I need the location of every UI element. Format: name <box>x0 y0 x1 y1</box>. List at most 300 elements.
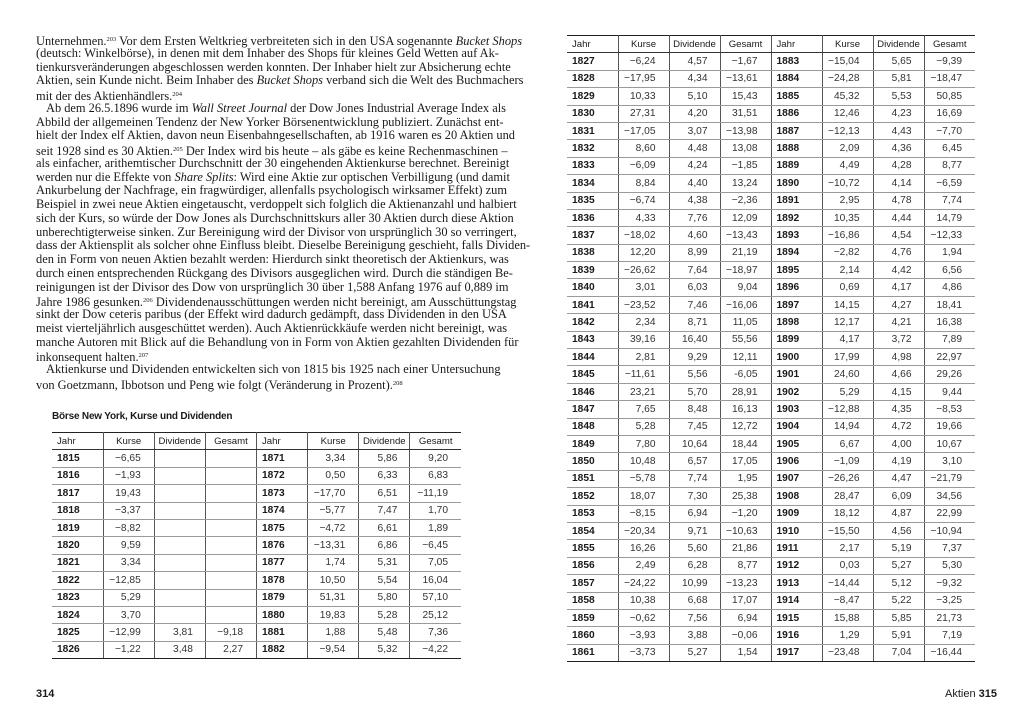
year-cell: 1861 <box>567 644 618 661</box>
dividende-cell: 4,72 <box>873 418 924 435</box>
kurse-cell: −24,28 <box>822 70 873 87</box>
kurse-cell: 1,88 <box>308 624 359 641</box>
dividende-cell: 5,85 <box>873 609 924 626</box>
gesamt-cell: 25,12 <box>410 606 461 623</box>
kurse-cell: −12,88 <box>822 401 873 418</box>
gesamt-cell: 28,91 <box>720 383 771 400</box>
table-row <box>567 140 975 157</box>
gesamt-cell: 13,24 <box>720 175 771 192</box>
text-run: Abbild der allgemeinen Tendenz der New Yorker Börsenentwicklung publiziert. Zunächst ent- <box>36 114 504 129</box>
kurse-cell: −20,34 <box>618 522 669 539</box>
year-cell: 1875 <box>257 519 308 536</box>
gesamt-cell: 7,89 <box>924 331 975 348</box>
gesamt-cell: −10,94 <box>924 522 975 539</box>
year-cell: 1907 <box>771 470 822 487</box>
footnote-ref[interactable]: 206 <box>143 297 153 305</box>
year-cell: 1912 <box>771 557 822 574</box>
text-line <box>36 294 517 310</box>
year-cell: 1859 <box>567 609 618 626</box>
dividende-cell: 6,09 <box>873 488 924 505</box>
text-line <box>36 59 511 75</box>
table-row <box>52 450 461 467</box>
dividende-cell: 5,91 <box>873 627 924 644</box>
text-run: reinigungen ist der Divisor des Dow von ursprünglich 30 über 1,588 Anfang 1976 auf 0,889 im <box>36 279 509 294</box>
table-row <box>567 209 975 226</box>
dividende-cell: 6,68 <box>669 592 720 609</box>
gesamt-cell: −18,47 <box>924 70 975 87</box>
dividende-cell: 4,98 <box>873 349 924 366</box>
dividende-cell: 5,10 <box>669 88 720 105</box>
kurse-cell: −13,31 <box>308 537 359 554</box>
text-run: als einfacher, arithemtischer Durchschnitt der 30 eingehenden Aktienkurse berechnet. Bereinigt <box>36 155 510 170</box>
gesamt-cell: 16,04 <box>410 572 461 589</box>
kurse-cell: 4,17 <box>822 331 873 348</box>
gesamt-cell: 19,66 <box>924 418 975 435</box>
year-cell: 1909 <box>771 505 822 522</box>
dividende-cell: 4,42 <box>873 262 924 279</box>
table-row <box>52 502 461 519</box>
gesamt-cell <box>205 554 256 571</box>
gesamt-cell <box>205 606 256 623</box>
dividende-cell: 6,33 <box>359 467 410 484</box>
year-cell: 1917 <box>771 644 822 661</box>
kurse-cell: 18,12 <box>822 505 873 522</box>
dividende-cell: 8,99 <box>669 244 720 261</box>
year-cell: 1856 <box>567 557 618 574</box>
kurse-cell: 12,46 <box>822 105 873 122</box>
kurse-cell: 0,03 <box>822 557 873 574</box>
year-cell: 1818 <box>52 502 103 519</box>
kurse-cell: 3,01 <box>618 279 669 296</box>
footnote-ref[interactable]: 204 <box>172 91 183 98</box>
year-cell: 1831 <box>567 122 618 139</box>
gesamt-cell: −12,33 <box>924 227 975 244</box>
gesamt-cell: −6,45 <box>410 537 461 554</box>
year-cell: 1913 <box>771 575 822 592</box>
table-row <box>52 589 461 606</box>
gesamt-cell: 57,10 <box>410 589 461 606</box>
gesamt-cell: 18,41 <box>924 296 975 313</box>
text-line <box>36 320 508 336</box>
gesamt-cell: 8,77 <box>924 157 975 174</box>
gesamt-cell: 1,89 <box>410 519 461 536</box>
kurse-cell: −12,85 <box>103 572 154 589</box>
kurse-cell: 2,17 <box>822 540 873 557</box>
year-cell: 1886 <box>771 105 822 122</box>
stock-table-1815-1882 <box>52 432 461 659</box>
text-run: den in Form von neuen Aktien bezahlt werden: Hierdurch sinkt theoretisch der Aktienkurs, was <box>36 252 509 266</box>
table-row <box>567 470 975 487</box>
table-row <box>567 244 975 261</box>
dividende-cell: 4,23 <box>873 105 924 122</box>
text-run: Beispiel in zwei neue Aktien eingetauscht, verdoppelt sich folglich die Aktienanzahl und halbiert <box>36 197 517 211</box>
text-run: (deutsch: Winkelbörse), in denen mit dem Inhaber des Shops für kleines Geld Wetten auf Ak- <box>36 45 499 60</box>
kurse-cell: −26,62 <box>618 262 669 279</box>
year-cell: 1880 <box>257 606 308 623</box>
kurse-cell: 10,48 <box>618 453 669 470</box>
kurse-cell: 12,20 <box>618 244 669 261</box>
gesamt-cell: 4,86 <box>924 279 975 296</box>
text-line <box>36 128 515 143</box>
year-cell: 1896 <box>771 279 822 296</box>
dividende-cell: 5,53 <box>873 88 924 105</box>
kurse-cell: 4,49 <box>822 157 873 174</box>
dividende-cell: 3,72 <box>873 331 924 348</box>
text-run: Ankurbelung der Nachfrage, ein fragwürdiger, allenfalls psychologisch wirksamer Effekt) zum <box>36 183 507 198</box>
text-line <box>36 210 514 226</box>
kurse-cell: −15,50 <box>822 522 873 539</box>
dividende-cell: 5,12 <box>873 575 924 592</box>
text-run: mit der des Aktienhändlers. <box>36 89 173 103</box>
kurse-cell: 27,31 <box>618 105 669 122</box>
table-row <box>567 592 975 609</box>
gesamt-cell: −4,22 <box>410 641 461 658</box>
dividende-cell: 4,21 <box>873 314 924 331</box>
gesamt-cell: −7,70 <box>924 122 975 139</box>
kurse-cell: 17,99 <box>822 349 873 366</box>
dividende-cell <box>154 519 205 536</box>
dividende-cell: 4,27 <box>873 296 924 313</box>
gesamt-cell: 13,08 <box>720 140 771 157</box>
text-line <box>36 143 508 158</box>
gesamt-cell: 5,30 <box>924 557 975 574</box>
table-row <box>52 572 461 589</box>
year-cell: 1879 <box>257 589 308 606</box>
year-cell: 1849 <box>567 435 618 452</box>
year-cell: 1826 <box>52 641 103 658</box>
year-cell: 1882 <box>257 641 308 658</box>
year-cell: 1828 <box>567 70 618 87</box>
kurse-cell: 3,34 <box>308 450 359 467</box>
gesamt-cell: 12,09 <box>720 209 771 226</box>
year-cell: 1904 <box>771 418 822 435</box>
table-row <box>567 70 975 87</box>
year-cell: 1843 <box>567 331 618 348</box>
table-row <box>567 88 975 105</box>
dividende-cell: 7,30 <box>669 488 720 505</box>
dividende-cell: 4,14 <box>873 175 924 192</box>
gesamt-cell: 9,44 <box>924 383 975 400</box>
kurse-cell: 7,80 <box>618 435 669 452</box>
year-cell: 1895 <box>771 262 822 279</box>
year-cell: 1838 <box>567 244 618 261</box>
body-text <box>36 33 531 392</box>
text-run: werden nur die Effekte von <box>36 169 175 184</box>
page-number-left: 314 <box>36 688 55 700</box>
gesamt-cell: −1,20 <box>720 505 771 522</box>
year-cell: 1903 <box>771 401 822 418</box>
gesamt-cell <box>205 485 256 502</box>
kurse-cell: −12,13 <box>822 122 873 139</box>
kurse-cell: −3,37 <box>103 502 154 519</box>
dividende-cell: 5,48 <box>359 624 410 641</box>
kurse-cell: 45,32 <box>822 88 873 105</box>
gesamt-cell: 7,05 <box>410 554 461 571</box>
gesamt-cell: −16,06 <box>720 296 771 313</box>
gesamt-cell: −2,36 <box>720 192 771 209</box>
dividende-cell: 7,56 <box>669 609 720 626</box>
text-line <box>36 252 509 267</box>
column-header: Kurse <box>618 36 669 53</box>
kurse-cell: −5,77 <box>308 502 359 519</box>
table-row <box>567 314 975 331</box>
text-run: Unternehmen. <box>36 34 107 48</box>
kurse-cell: −4,72 <box>308 519 359 536</box>
year-cell: 1890 <box>771 175 822 192</box>
text-run: sinkt der Dow ceteris paribus (der Effekt wird dadurch gedämpft, dass Dividenden in den USA <box>36 307 507 321</box>
dividende-cell: 4,24 <box>669 157 720 174</box>
gesamt-cell: 7,74 <box>924 192 975 209</box>
year-cell: 1916 <box>771 627 822 644</box>
dividende-cell: 5,27 <box>873 557 924 574</box>
gesamt-cell <box>205 537 256 554</box>
year-cell: 1848 <box>567 418 618 435</box>
dividende-cell: 7,04 <box>873 644 924 661</box>
gesamt-cell: −9,39 <box>924 53 975 70</box>
text-line <box>36 334 519 350</box>
footnote-ref[interactable]: 203 <box>106 36 117 43</box>
gesamt-cell: −16,44 <box>924 644 975 661</box>
year-cell: 1855 <box>567 540 618 557</box>
dividende-cell: 6,61 <box>359 519 410 536</box>
column-header: Gesamt <box>410 433 461 450</box>
gesamt-cell: −1,85 <box>720 157 771 174</box>
text-run: verband sich die Welt des Buchmachers <box>322 73 524 88</box>
table-row <box>567 157 975 174</box>
column-header: Jahr <box>257 433 308 450</box>
year-cell: 1906 <box>771 453 822 470</box>
kurse-cell: −23,48 <box>822 644 873 661</box>
year-cell: 1911 <box>771 540 822 557</box>
gesamt-cell <box>205 502 256 519</box>
kurse-cell: 0,50 <box>308 467 359 484</box>
year-cell: 1842 <box>567 314 618 331</box>
year-cell: 1884 <box>771 70 822 87</box>
dividende-cell: 5,56 <box>669 366 720 383</box>
dividende-cell: 7,76 <box>669 209 720 226</box>
text-run: unberechtigterweise sinken. Zur Bereinigung wird der Divisor von ursprünglich 30 so verringert, <box>36 224 517 239</box>
footnote-ref[interactable]: 207 <box>138 352 149 360</box>
kurse-cell: 39,16 <box>618 331 669 348</box>
table-row <box>567 609 975 626</box>
kurse-cell: 2,14 <box>822 262 873 279</box>
dividende-cell: 5,65 <box>873 53 924 70</box>
table-row <box>567 175 975 192</box>
year-cell: 1830 <box>567 105 618 122</box>
year-cell: 1893 <box>771 227 822 244</box>
gesamt-cell: 55,56 <box>720 331 771 348</box>
text-line <box>36 307 507 322</box>
footnote-ref[interactable]: 208 <box>392 379 403 387</box>
kurse-cell: −3,93 <box>618 627 669 644</box>
dividende-cell: 4,20 <box>669 105 720 122</box>
year-cell: 1827 <box>567 53 618 70</box>
footnote-ref[interactable]: 205 <box>172 146 183 153</box>
dividende-cell: 5,81 <box>873 70 924 87</box>
kurse-cell: 15,88 <box>822 609 873 626</box>
gesamt-cell: -6,05 <box>720 366 771 383</box>
dividende-cell: 4,57 <box>669 53 720 70</box>
table-row <box>567 105 975 122</box>
year-cell: 1836 <box>567 209 618 226</box>
dividende-cell: 4,48 <box>669 140 720 157</box>
column-header: Dividende <box>359 433 410 450</box>
year-cell: 1825 <box>52 624 103 641</box>
year-cell: 1881 <box>257 624 308 641</box>
kurse-cell: 9,59 <box>103 537 154 554</box>
dividende-cell <box>154 537 205 554</box>
gesamt-cell: 6,45 <box>924 140 975 157</box>
dividende-cell <box>154 485 205 502</box>
table-row <box>567 540 975 557</box>
year-cell: 1892 <box>771 209 822 226</box>
gesamt-cell: 9,04 <box>720 279 771 296</box>
kurse-cell: −17,95 <box>618 70 669 87</box>
kurse-cell: −9,54 <box>308 641 359 658</box>
dividende-cell <box>154 467 205 484</box>
dividende-cell <box>154 606 205 623</box>
kurse-cell: 7,65 <box>618 401 669 418</box>
dividende-cell: 7,46 <box>669 296 720 313</box>
column-header: Gesamt <box>924 36 975 53</box>
italic-term: Share Splits <box>174 169 234 184</box>
kurse-cell: 10,38 <box>618 592 669 609</box>
gesamt-cell: 6,94 <box>720 609 771 626</box>
text-line <box>36 238 531 253</box>
year-cell: 1829 <box>567 88 618 105</box>
dividende-cell: 3,07 <box>669 122 720 139</box>
table-row <box>567 418 975 435</box>
italic-term: Bucket Shops <box>256 73 323 88</box>
dividende-cell: 4,00 <box>873 435 924 452</box>
gesamt-cell: 6,56 <box>924 262 975 279</box>
year-cell: 1841 <box>567 296 618 313</box>
kurse-cell: −12,99 <box>103 624 154 641</box>
dividende-cell: 10,99 <box>669 575 720 592</box>
year-cell: 1844 <box>567 349 618 366</box>
kurse-cell: 10,33 <box>618 88 669 105</box>
table-row <box>567 53 975 70</box>
kurse-cell: 2,95 <box>822 192 873 209</box>
kurse-cell: −0,62 <box>618 609 669 626</box>
kurse-cell: −3,73 <box>618 644 669 661</box>
column-header: Kurse <box>308 433 359 450</box>
year-cell: 1874 <box>257 502 308 519</box>
text-run: manche Autoren mit Blick auf die Behandlung von in Form von Aktien gezahlten Dividenden für <box>36 334 519 349</box>
year-cell: 1824 <box>52 606 103 623</box>
year-cell: 1901 <box>771 366 822 383</box>
dividende-cell: 6,28 <box>669 557 720 574</box>
year-cell: 1819 <box>52 519 103 536</box>
dividende-cell: 5,32 <box>359 641 410 658</box>
italic-term: Bucket Shops <box>455 34 523 48</box>
year-cell: 1872 <box>257 467 308 484</box>
year-cell: 1877 <box>257 554 308 571</box>
table-row <box>567 488 975 505</box>
text-line <box>36 114 504 130</box>
text-run: Ab dem 26.5.1896 wurde im <box>46 100 192 115</box>
dividende-cell: 3,88 <box>669 627 720 644</box>
text-line <box>36 183 507 198</box>
year-cell: 1837 <box>567 227 618 244</box>
gesamt-cell: −1,67 <box>720 53 771 70</box>
year-cell: 1891 <box>771 192 822 209</box>
dividende-cell: 4,56 <box>873 522 924 539</box>
text-run: durch einen entsprechenden Rückgang des Divisors ausgeglichen wird. Durch die ständigen Be- <box>36 265 513 280</box>
gesamt-cell: −13,98 <box>720 122 771 139</box>
table-row <box>52 641 461 658</box>
gesamt-cell: −18,97 <box>720 262 771 279</box>
kurse-cell: 19,83 <box>308 606 359 623</box>
kurse-cell: −15,04 <box>822 53 873 70</box>
year-cell: 1839 <box>567 262 618 279</box>
gesamt-cell: 2,27 <box>205 641 256 658</box>
gesamt-cell: 31,51 <box>720 105 771 122</box>
kurse-cell: −14,44 <box>822 575 873 592</box>
kurse-cell: −2,82 <box>822 244 873 261</box>
kurse-cell: −8,15 <box>618 505 669 522</box>
gesamt-cell: 18,44 <box>720 435 771 452</box>
year-cell: 1845 <box>567 366 618 383</box>
dividende-cell: 4,15 <box>873 383 924 400</box>
kurse-cell: −8,82 <box>103 519 154 536</box>
year-cell: 1900 <box>771 349 822 366</box>
dividende-cell: 4,78 <box>873 192 924 209</box>
gesamt-cell: 7,36 <box>410 624 461 641</box>
kurse-cell: −24,22 <box>618 575 669 592</box>
year-cell: 1832 <box>567 140 618 157</box>
year-cell: 1889 <box>771 157 822 174</box>
text-line <box>36 33 523 48</box>
page-footer-right <box>945 688 997 700</box>
kurse-cell: 1,74 <box>308 554 359 571</box>
page-number-right: 315 <box>978 688 997 700</box>
kurse-cell: 8,84 <box>618 175 669 192</box>
gesamt-cell: 16,69 <box>924 105 975 122</box>
italic-term: Wall Street Journal <box>191 100 288 115</box>
year-cell: 1858 <box>567 592 618 609</box>
dividende-cell: 4,43 <box>873 122 924 139</box>
kurse-cell: 8,60 <box>618 140 669 157</box>
year-cell: 1910 <box>771 522 822 539</box>
stock-table-1827-1917 <box>567 35 975 662</box>
gesamt-cell: 21,73 <box>924 609 975 626</box>
gesamt-cell: −9,18 <box>205 624 256 641</box>
text-run: : Wird eine Aktie zur optischen Verbilligung (und damit <box>233 169 510 184</box>
column-header: Dividende <box>154 433 205 450</box>
column-header: Kurse <box>822 36 873 53</box>
year-cell: 1835 <box>567 192 618 209</box>
text-run: von Goetzmann, Ibbotson und Peng wie folgt (Veränderung in Prozent). <box>36 377 393 392</box>
gesamt-cell: −13,61 <box>720 70 771 87</box>
dividende-cell: 6,86 <box>359 537 410 554</box>
gesamt-cell: 14,79 <box>924 209 975 226</box>
table-row <box>567 383 975 400</box>
year-cell: 1914 <box>771 592 822 609</box>
year-cell: 1817 <box>52 485 103 502</box>
table-header-row <box>567 36 975 53</box>
text-line <box>36 349 462 363</box>
kurse-cell: −8,47 <box>822 592 873 609</box>
year-cell: 1823 <box>52 589 103 606</box>
dividende-cell <box>154 450 205 467</box>
text-line <box>36 73 524 88</box>
dividende-cell: 6,03 <box>669 279 720 296</box>
year-cell: 1854 <box>567 522 618 539</box>
gesamt-cell: 9,20 <box>410 450 461 467</box>
year-cell: 1915 <box>771 609 822 626</box>
kurse-cell: −1,22 <box>103 641 154 658</box>
